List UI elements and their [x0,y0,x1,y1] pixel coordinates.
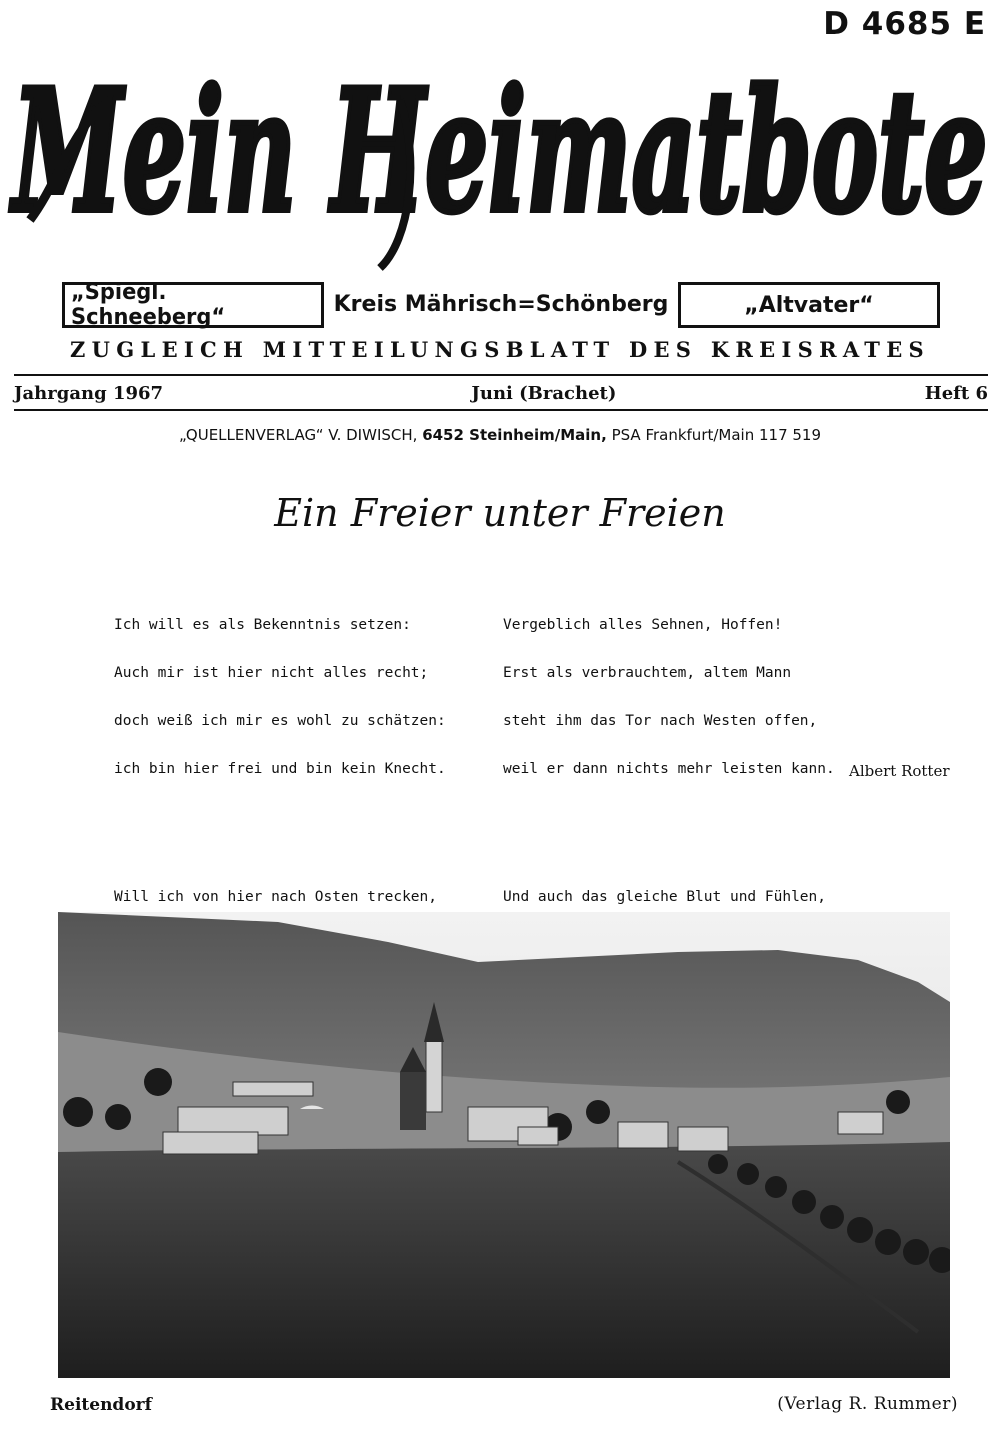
region-box-left-label: „Spiegl. Schneeberg“ [71,280,226,330]
publisher-address: 6452 Steinheim/Main, [422,426,607,444]
photo-caption: Reitendorf [50,1395,152,1415]
divider-bottom [14,409,988,411]
verse-line: weil er dann nichts mehr leisten kann. [503,761,835,777]
publisher-line [0,424,1000,446]
poem-author: Albert Rotter [849,762,950,780]
stanza [114,585,446,809]
region-box-left [62,282,324,328]
divider-top [14,374,988,376]
region-box-right-label: „Altvater“ [744,292,874,318]
photo-credit: (Verlag R. Rummer) [777,1394,958,1414]
volume: Jahrgang 1967 [14,383,164,404]
issue-info-row [14,381,988,407]
verse-line: Erst als verbrauchtem, altem Mann [503,665,792,681]
masthead-title: Mein Heimatbote [9,52,988,250]
verse-line: Will ich von hier nach Osten trecken, [114,889,438,905]
stanza [503,585,861,809]
district-name: Kreis Mährisch=Schönberg [333,292,669,317]
month: Juni (Brachet) [471,383,617,404]
poem-title: Ein Freier unter Freien [274,491,726,535]
church-tower [426,1040,442,1112]
subtitle: ZUGLEICH MITTEILUNGSBLATT DES KREISRATES [70,337,930,362]
verse-line: Vergeblich alles Sehnen, Hoffen! [503,617,783,633]
verse-line: steht ihm das Tor nach Westen offen, [503,713,818,729]
publisher-account: PSA Frankfurt/Main 117 519 [606,426,822,444]
issue-number: Heft 6 [924,383,988,404]
publisher-name: „QUELLENVERLAG“ V. DIWISCH, [178,426,423,444]
verse-line: doch weiß ich mir es wohl zu schätzen: [114,713,446,729]
masthead-logo [0,40,1000,280]
village-photo [58,912,950,1378]
landscape-image [58,912,950,1378]
verse-line: Auch mir ist hier nicht alles recht; [114,665,429,681]
region-box-right [678,282,940,328]
verse-line: ich bin hier frei und bin kein Knecht. [114,761,446,777]
verse-line: Und auch das gleiche Blut und Fühlen, [503,889,827,905]
postal-code: D 4685 E [823,6,986,42]
masthead [0,40,1000,280]
verse-line: Ich will es als Bekenntnis setzen: [114,617,411,633]
